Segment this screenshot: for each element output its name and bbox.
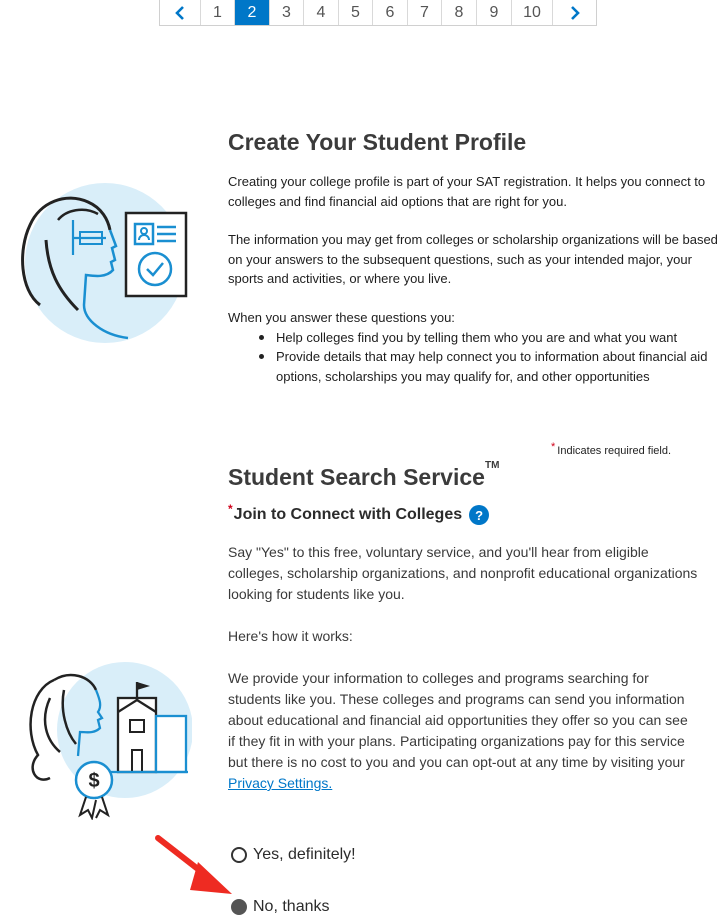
page-6-button[interactable]: 6 [372, 0, 407, 25]
required-field-note [551, 441, 672, 457]
help-icon[interactable]: ? [469, 505, 489, 525]
trademark-mark: TM [485, 460, 500, 471]
search-description [228, 668, 698, 794]
profile-bullet-1: Help colleges find you by telling them who you are and what you want [276, 328, 716, 348]
student-search-illustration [20, 660, 192, 820]
option-yes-radio[interactable] [231, 846, 356, 864]
page-3-button[interactable]: 3 [269, 0, 303, 25]
privacy-settings-link[interactable]: Privacy Settings. [228, 775, 333, 791]
next-page-button[interactable] [552, 0, 596, 25]
page-7-button[interactable]: 7 [407, 0, 441, 25]
page-10-button[interactable]: 10 [511, 0, 552, 25]
page-9-button[interactable]: 9 [476, 0, 511, 25]
search-service-title: Student Search Service [228, 464, 485, 490]
pagination [159, 0, 597, 26]
required-note-text: Indicates required field. [557, 445, 672, 457]
required-star: * [228, 502, 233, 516]
required-star: * [551, 441, 556, 453]
page-1-button[interactable]: 1 [200, 0, 234, 25]
student-profile-illustration [18, 180, 190, 345]
profile-answer-intro: When you answer these questions you: [228, 310, 455, 325]
profile-bullet-2: Provide details that may help connect you to information about financial aid options, scholarships you may qualify for, and other opportunities [276, 347, 716, 386]
svg-text:$: $ [88, 770, 100, 792]
page-4-button[interactable]: 4 [303, 0, 338, 25]
option-no-label: No, thanks [253, 898, 330, 915]
option-yes-label: Yes, definitely! [253, 846, 356, 863]
page-2-button[interactable]: 2 [234, 0, 269, 25]
page-8-button[interactable]: 8 [441, 0, 476, 25]
join-question [228, 502, 489, 525]
how-it-works-text: Here's how it works: [228, 628, 353, 644]
chevron-right-icon [569, 6, 581, 20]
previous-page-button[interactable] [160, 0, 200, 25]
chevron-left-icon [174, 6, 186, 20]
profile-info-text: The information you may get from colleges or scholarship organizations will be based on your answers to the subsequent questions, such as your intended major, your sports and activities, or where you live. [228, 232, 718, 286]
profile-title: Create Your Student Profile [228, 129, 527, 155]
profile-intro-text: Creating your college profile is part of your SAT registration. It helps you connect to colleges and find financial aid options that are right for you. [228, 174, 706, 209]
join-label: Join to Connect with Colleges [233, 506, 463, 523]
annotation-arrow-icon [150, 832, 240, 902]
page-5-button[interactable]: 5 [338, 0, 372, 25]
option-no-radio[interactable] [231, 898, 329, 916]
search-intro-text: Say "Yes" to this free, voluntary service, and you'll hear from eligible colleges, scholarship organizations, and nonprofit educational organizations looking for students like you. [228, 544, 698, 602]
search-description-text: We provide your information to colleges and programs searching for students like you. These colleges and programs can send you information about educational and financial aid opportunities they offer so you can see if they fit in with your plans. Participating organizations pay for this service but there is no cost to you and you can opt-out at any time by visiting your [228, 670, 688, 770]
